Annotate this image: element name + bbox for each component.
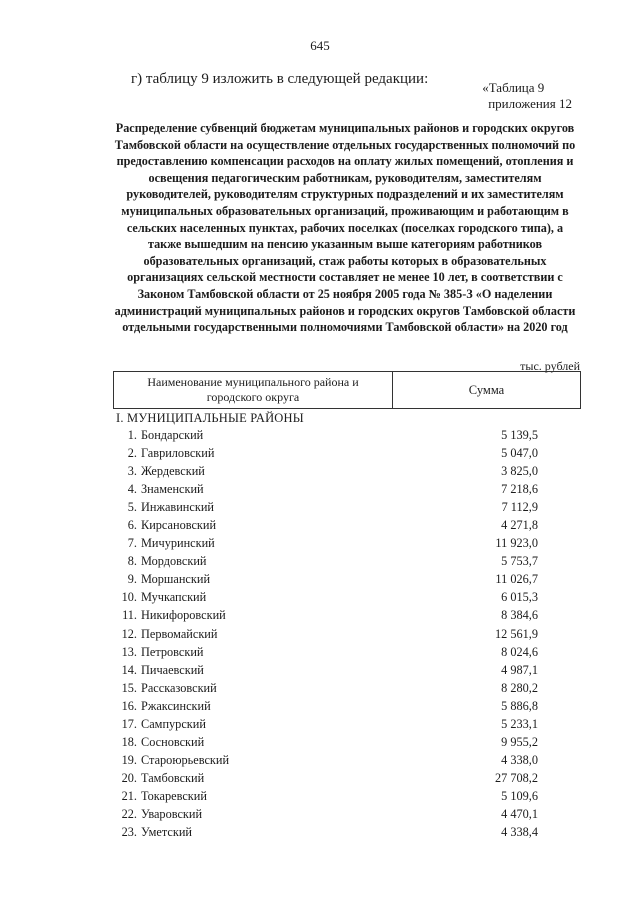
row-number: 23. (121, 825, 137, 840)
row-district-name: Пичаевский (141, 662, 204, 677)
row-sum: 4 338,4 (501, 825, 538, 840)
page-number: 645 (310, 38, 330, 53)
table-row (113, 681, 581, 699)
header-sum-column: Сумма (468, 382, 505, 397)
row-sum: 12 561,9 (494, 626, 538, 641)
row-sum: 8 384,6 (501, 608, 538, 623)
row-district-name: Жердевский (141, 464, 205, 479)
header-name-column: Наименование муниципального района и городского округа (114, 372, 393, 408)
table-header (113, 371, 581, 409)
row-district-name: Мордовский (141, 554, 207, 569)
row-sum: 8 024,6 (501, 644, 538, 659)
row-number: 5. (127, 500, 137, 515)
row-sum: 4 338,0 (501, 752, 538, 767)
row-district-name: Никифоровский (141, 608, 226, 623)
row-number: 12. (121, 626, 137, 641)
intro-line: г) таблицу 9 изложить в следующей редакции: (131, 71, 429, 87)
row-number: 8. (127, 554, 137, 569)
row-number: 10. (121, 590, 137, 605)
row-district-name: Староюрьевский (141, 752, 230, 767)
section-title: I. МУНИЦИПАЛЬНЫЕ РАЙОНЫ (116, 411, 304, 425)
row-district-name: Уваровский (141, 806, 203, 821)
row-sum: 4 470,1 (501, 806, 538, 821)
row-number: 22. (121, 806, 137, 821)
table-row (113, 699, 581, 717)
row-number: 15. (121, 680, 137, 695)
document-title: Распределение субвенций бюджетам муниципальных районов и городских округов Тамбовской области на осуществление отдельных государственных полномочий по предоставлению компенсации расходов на оплату жилых помещений, отопления и освещения педагогическим работникам, руководителям, заместителям руководителей, руководителям структурных подразделений и их заместителям муниципальных образовательных организаций, проживающим и работающим в сельских населенных пунктах, рабочих поселках (поселках городского типа), а также вышедшим на пенсию указанным выше категориям работников образовательных организаций, стаж работы которых в образовательных организациях сельской местности составляет не менее 10 лет, в соответствии с Законом Тамбовской области от 25 ноября 2005 года № 385-З «О наделении администраций муниципальных районов и городских округов Тамбовской области отдельными государственными полномочиями Тамбовской области» на 2020 год (114, 121, 576, 335)
table-row (113, 428, 581, 446)
row-number: 7. (127, 536, 137, 551)
row-sum: 9 955,2 (501, 734, 538, 749)
row-number: 20. (121, 770, 137, 785)
table-row (113, 627, 581, 645)
table-row (113, 446, 581, 464)
row-sum: 5 139,5 (501, 428, 538, 442)
table-row (113, 554, 581, 572)
table-row (113, 536, 581, 554)
row-number: 21. (121, 788, 137, 803)
row-sum: 7 218,6 (501, 482, 538, 497)
row-number: 6. (127, 518, 137, 533)
row-district-name: Ржаксинский (141, 698, 211, 713)
row-number: 14. (121, 662, 137, 677)
row-sum: 7 112,9 (501, 500, 538, 515)
row-district-name: Рассказовский (141, 680, 217, 695)
row-number: 3. (127, 464, 137, 479)
table-row (113, 807, 581, 825)
row-number: 19. (121, 752, 137, 767)
table-row (113, 663, 581, 681)
table-row (113, 645, 581, 663)
row-sum: 8 280,2 (501, 680, 538, 695)
row-district-name: Инжавинский (141, 500, 214, 515)
row-sum: 5 109,6 (501, 788, 538, 803)
row-number: 13. (121, 644, 137, 659)
table-row (113, 717, 581, 735)
row-number: 2. (127, 446, 137, 461)
row-number: 17. (121, 716, 137, 731)
table-row (113, 753, 581, 771)
row-number: 4. (127, 482, 137, 497)
row-sum: 4 271,8 (501, 518, 538, 533)
table-row (113, 771, 581, 789)
row-number: 11. (122, 608, 137, 623)
table-row (113, 735, 581, 753)
row-number: 16. (121, 698, 137, 713)
row-district-name: Знаменский (141, 482, 204, 497)
table-row (113, 590, 581, 608)
row-sum: 6 015,3 (501, 590, 538, 605)
row-number: 18. (121, 734, 137, 749)
row-district-name: Петровский (141, 644, 204, 659)
row-district-name: Мучкапский (141, 590, 207, 605)
row-sum: 3 825,0 (501, 464, 538, 479)
row-district-name: Сампурский (141, 716, 206, 731)
row-district-name: Гавриловский (141, 446, 215, 461)
row-sum: 5 886,8 (501, 698, 538, 713)
table-row (113, 789, 581, 807)
row-district-name: Токаревский (141, 788, 207, 803)
row-district-name: Мичуринский (141, 536, 215, 551)
row-district-name: Тамбовский (141, 770, 205, 785)
row-district-name: Сосновский (141, 734, 205, 749)
row-sum: 5 233,1 (501, 716, 538, 731)
row-sum: 4 987,1 (501, 662, 538, 677)
table-body (113, 428, 581, 843)
table-row (113, 482, 581, 500)
row-number: 1. (127, 428, 137, 442)
table-row (113, 825, 581, 843)
row-number: 9. (127, 572, 137, 587)
table-reference-line-1: «Таблица 9 (482, 80, 545, 95)
row-district-name: Моршанский (141, 572, 211, 587)
row-district-name: Первомайский (141, 626, 218, 641)
table-row (113, 500, 581, 518)
row-district-name: Бондарский (141, 428, 204, 442)
row-sum: 5 753,7 (501, 554, 538, 569)
table-row (113, 518, 581, 536)
table-reference-line-2: приложения 12 (488, 96, 572, 111)
row-sum: 27 708,2 (494, 770, 538, 785)
table-reference (482, 80, 572, 112)
table-row (113, 608, 581, 626)
table-row (113, 572, 581, 590)
row-sum: 11 026,7 (495, 572, 538, 587)
units-label: тыс. рублей (520, 359, 580, 373)
table-row (113, 464, 581, 482)
row-sum: 11 923,0 (495, 536, 538, 551)
row-district-name: Уметский (141, 825, 192, 840)
row-sum: 5 047,0 (501, 446, 538, 461)
row-district-name: Кирсановский (141, 518, 217, 533)
